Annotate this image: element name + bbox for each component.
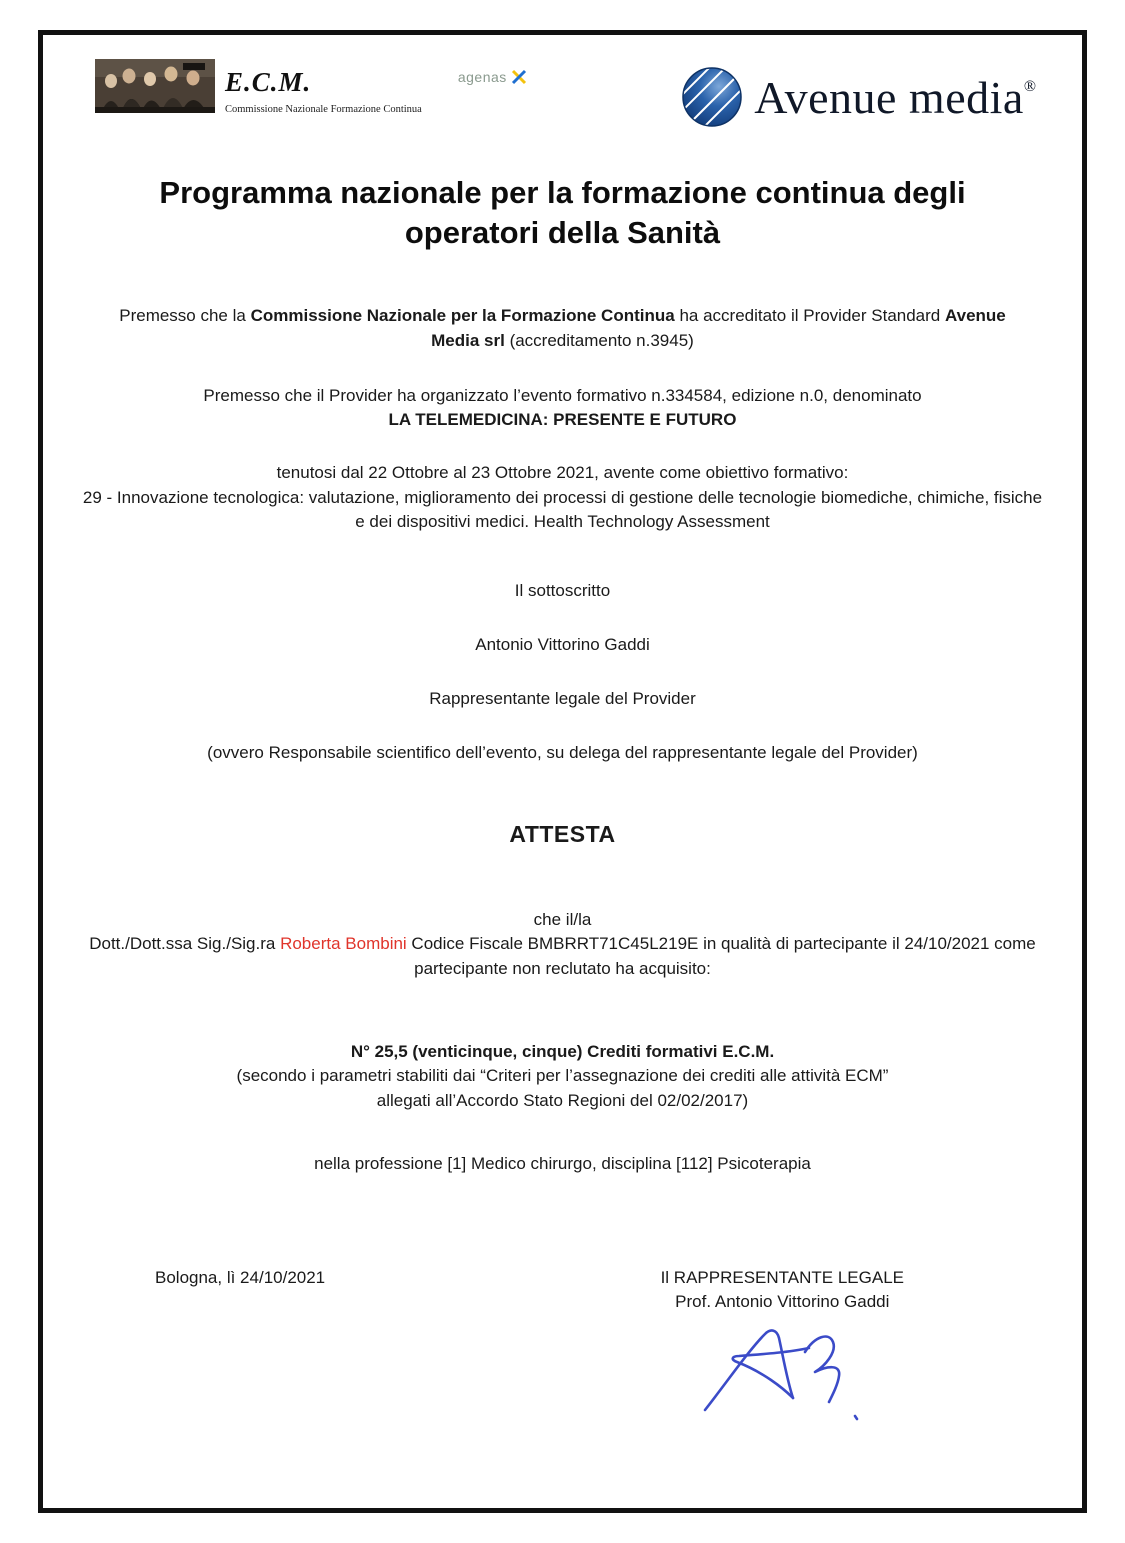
participant-name: Roberta Bombini — [280, 934, 407, 954]
p1-text-c: ha accreditato il Provider Standard — [674, 306, 945, 326]
paragraph-credits — [123, 1040, 1003, 1114]
representative-name: Prof. Antonio Vittorino Gaddi — [675, 1292, 890, 1312]
participant-suffix: Codice Fiscale BMBRRT71C45L219E in qualità di partecipante il 24/10/2021 come partecipante non reclutato ha acquisito: — [406, 934, 1036, 979]
ecm-text-block — [225, 59, 422, 115]
signature-area — [661, 1322, 904, 1427]
certificate-sheet — [38, 30, 1087, 1513]
attesta-heading: ATTESTA — [509, 820, 616, 847]
brand-name-block — [754, 71, 1036, 124]
ecm-subtitle: Commissione Nazionale Formazione Continua — [225, 104, 422, 115]
p1-commission-bold: Commissione Nazionale per la Formazione Continua — [250, 306, 675, 326]
credits-main: N° 25,5 (venticinque, cinque) Crediti formativi E.C.M. — [350, 1041, 775, 1061]
certificate-body — [43, 173, 1082, 1176]
subscriber-role: Rappresentante legale del Provider — [429, 688, 696, 708]
footer — [43, 1268, 1082, 1427]
paragraph-accreditation — [103, 304, 1023, 353]
ecm-logo-group — [95, 59, 528, 115]
profession-line: nella professione [1] Medico chirurgo, disciplina [112] Psicoterapia — [314, 1153, 811, 1173]
agenas-logo — [458, 59, 528, 85]
brand-name: Avenue media — [754, 71, 1024, 123]
agenas-label: agenas — [457, 69, 507, 85]
legal-representative-block — [661, 1268, 904, 1427]
brand-logo-group — [682, 59, 1036, 127]
subscriber-note: (ovvero Responsabile scientifico dell’evento, su delega del rappresentante legale del Provider) — [207, 742, 918, 762]
p3-line2: 29 - Innovazione tecnologica: valutazione, miglioramento dei processi di gestione delle tecnologie biomediche, chimiche, fisiche e dei dispositivi medici. Health Technology Assessment — [82, 487, 1043, 532]
subscriber-name: Antonio Vittorino Gaddi — [475, 634, 650, 654]
paragraph-event — [83, 384, 1043, 433]
che-line: che il/la — [533, 909, 592, 929]
subscriber-intro: Il sottoscritto — [514, 580, 611, 600]
credits-note-2: allegati all’Accordo Stato Regioni del 02/02/2017) — [376, 1091, 749, 1111]
ecm-title: E.C.M. — [225, 67, 312, 97]
ecm-painting-image — [95, 59, 215, 113]
representative-title: Il RAPPRESENTANTE LEGALE — [660, 1268, 904, 1288]
globe-icon — [682, 67, 742, 127]
credits-note-1: (secondo i parametri stabiliti dai “Criteri per l’assegnazione dei crediti alle attività ECM” — [236, 1066, 889, 1086]
registered-mark: ® — [1023, 77, 1036, 95]
paragraph-objective — [80, 461, 1045, 535]
place-date: Bologna, lì 24/10/2021 — [155, 1268, 326, 1288]
certificate-title: Programma nazionale per la formazione continua degli operatori della Sanità — [159, 175, 966, 250]
agenas-x-icon — [510, 69, 528, 85]
participant-prefix: Dott./Dott.ssa Sig./Sig.ra — [89, 934, 281, 954]
p1-text-e: (accreditamento n.3945) — [504, 330, 694, 350]
p3-line1: tenutosi dal 22 Ottobre al 23 Ottobre 2021, avente come obiettivo formativo: — [276, 462, 849, 482]
event-title: LA TELEMEDICINA: PRESENTE E FUTURO — [388, 410, 737, 430]
signature-image — [687, 1322, 877, 1427]
p1-provider-bold: Avenue Media srl — [431, 306, 1006, 350]
paragraph-participant — [80, 908, 1045, 982]
p2-line1: Premesso che il Provider ha organizzato l’evento formativo n.334584, edizione n.0, denominato — [203, 385, 922, 405]
header — [43, 35, 1082, 127]
p1-text-a: Premesso che la — [119, 306, 251, 326]
